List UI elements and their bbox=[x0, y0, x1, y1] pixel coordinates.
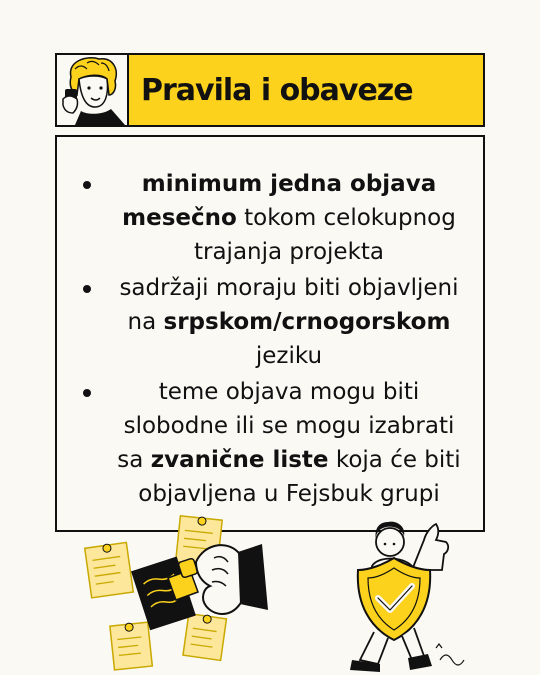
rule-text-bold: srpskom/crnogorskom bbox=[163, 309, 451, 335]
page-title: Pravila i obaveze bbox=[141, 72, 413, 108]
rule-item bbox=[73, 271, 467, 373]
rule-text-bold: zvanične liste bbox=[150, 447, 329, 473]
rules-list bbox=[73, 167, 467, 511]
rule-text: jeziku bbox=[255, 343, 323, 369]
person-with-shield-icon bbox=[350, 522, 464, 672]
person-with-phone-icon bbox=[57, 55, 129, 125]
rule-text: sadržaji moraju biti objavljeni na bbox=[119, 275, 459, 335]
rule-text: tokom celokupnog trajanja projekta bbox=[193, 205, 456, 265]
bullet-icon bbox=[83, 285, 91, 293]
hand-stamping-notes-icon bbox=[85, 515, 268, 670]
rule-item bbox=[73, 375, 467, 511]
bullet-icon bbox=[83, 181, 91, 189]
rule-text: koja će biti objavljena u Fejsbuk grupi bbox=[138, 447, 461, 507]
header-banner bbox=[55, 53, 485, 127]
bullet-icon bbox=[83, 389, 91, 397]
rules-card bbox=[55, 135, 485, 532]
rule-item bbox=[73, 167, 467, 269]
rule-text: teme objava mogu biti slobodne ili se mogu izabrati sa bbox=[117, 379, 455, 473]
illustration bbox=[0, 500, 540, 675]
rule-text-bold: minimum jedna objava mesečno bbox=[122, 171, 437, 231]
